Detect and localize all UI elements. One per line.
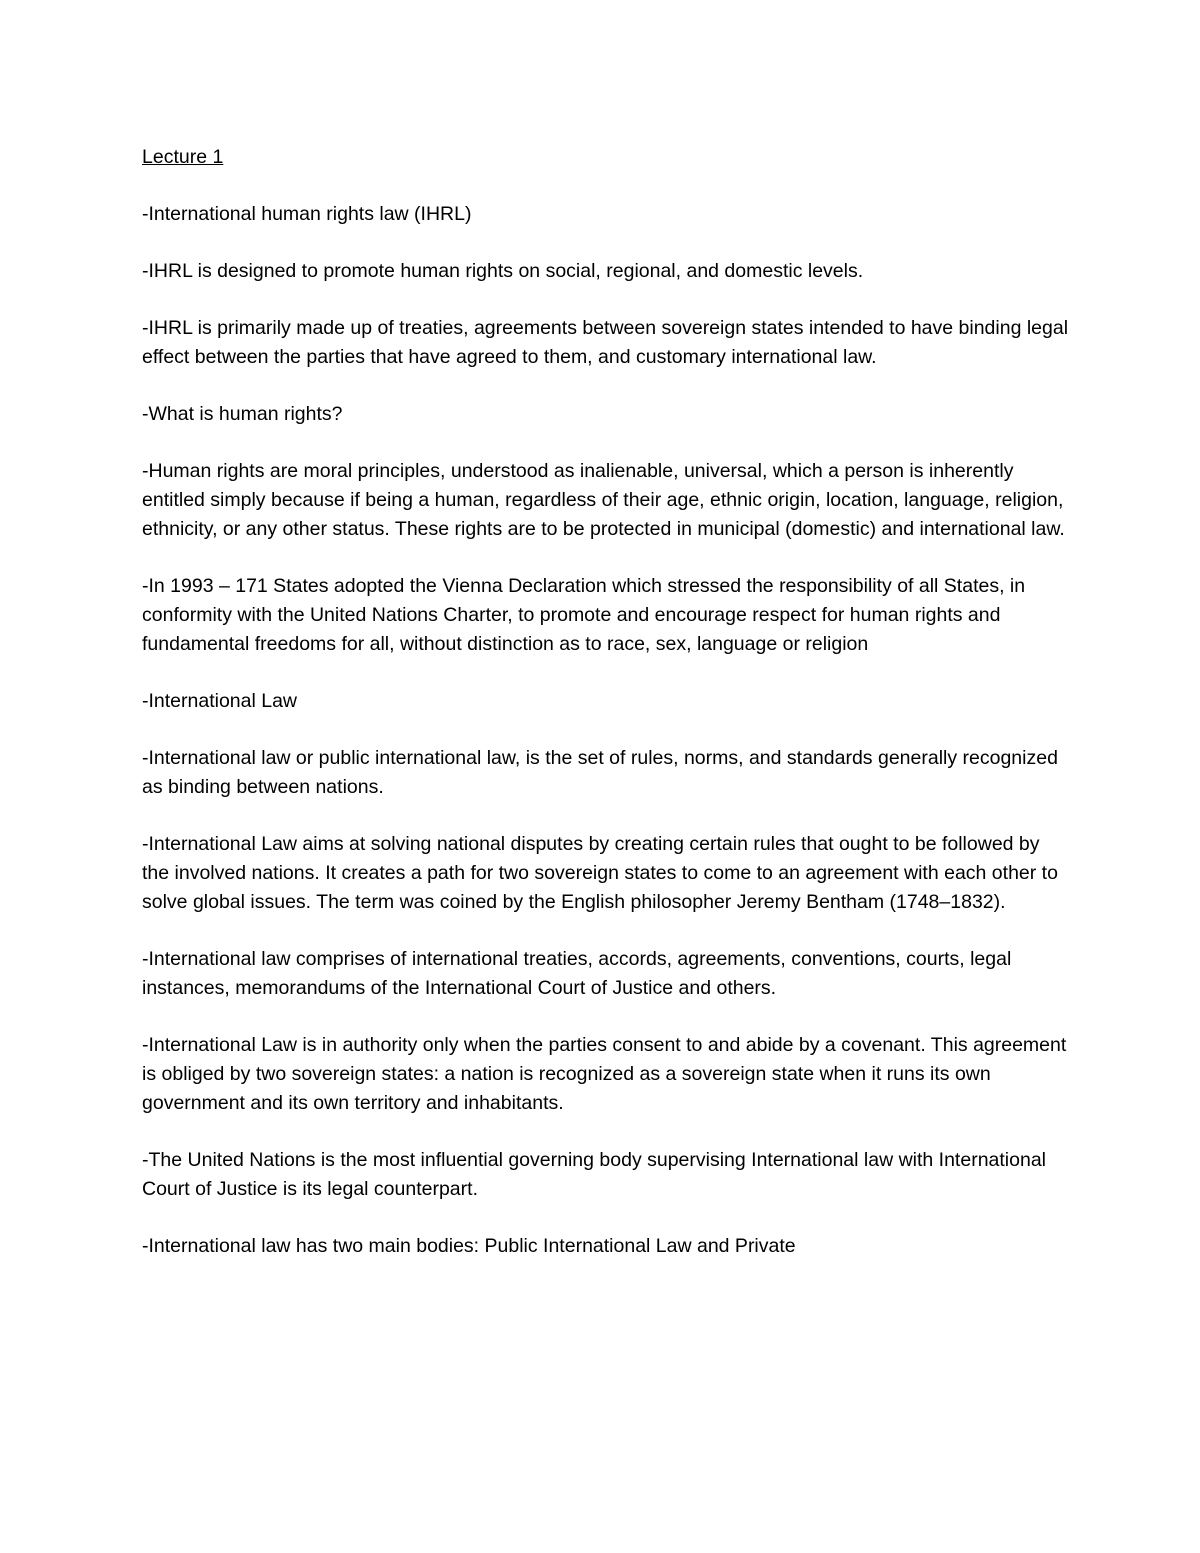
paragraph-international-law-aims: -International Law aims at solving national disputes by creating certain rules that ought to be followed by the involved nations. It creates a path for two sovereign states to come to an agreement with each other to solve global issues. The term was coined by the English philosopher Jeremy Bentham (1748–1832). <box>142 833 1058 913</box>
paragraph-united-nations: -The United Nations is the most influential governing body supervising International law with International Court of Justice is its legal counterpart. <box>142 1149 1046 1200</box>
paragraph-ihrl-purpose: -IHRL is designed to promote human rights on social, regional, and domestic levels. <box>142 260 864 282</box>
paragraph-international-law-definition: -International law or public international law, is the set of rules, norms, and standards generally recognized as binding between nations. <box>142 747 1058 798</box>
paragraph-ihrl-composition: -IHRL is primarily made up of treaties, agreements between sovereign states intended to have binding legal effect between the parties that have agreed to them, and customary international law. <box>142 317 1069 368</box>
paragraph-international-law-comprises: -International law comprises of international treaties, accords, agreements, conventions, courts, legal instances, memorandums of the International Court of Justice and others. <box>142 948 1012 999</box>
document-body <box>142 143 1072 1289</box>
paragraph-human-rights-definition: -Human rights are moral principles, understood as inalienable, universal, which a person is inherently entitled simply because if being a human, regardless of their age, ethnic origin, location, language, religion, ethnicity, or any other status. These rights are to be protected in municipal (domestic) and international law. <box>142 460 1065 540</box>
paragraph-two-main-bodies: -International law has two main bodies: Public International Law and Private <box>142 1235 796 1257</box>
paragraph-ihrl-heading: -International human rights law (IHRL) <box>142 203 472 225</box>
paragraph-international-law-heading: -International Law <box>142 690 298 712</box>
paragraph-vienna-declaration: -In 1993 – 171 States adopted the Vienna Declaration which stressed the responsibility of all States, in conformity with the United Nations Charter, to promote and encourage respect for human rights and fundamental freedoms for all, without distinction as to race, sex, language or religion <box>142 575 1026 655</box>
lecture-title: Lecture 1 <box>142 146 224 168</box>
paragraph-international-law-authority: -International Law is in authority only when the parties consent to and abide by a covenant. This agreement is obliged by two sovereign states: a nation is recognized as a sovereign state when it runs its own government and its own territory and inhabitants. <box>142 1034 1067 1114</box>
paragraph-human-rights-question: -What is human rights? <box>142 403 343 425</box>
